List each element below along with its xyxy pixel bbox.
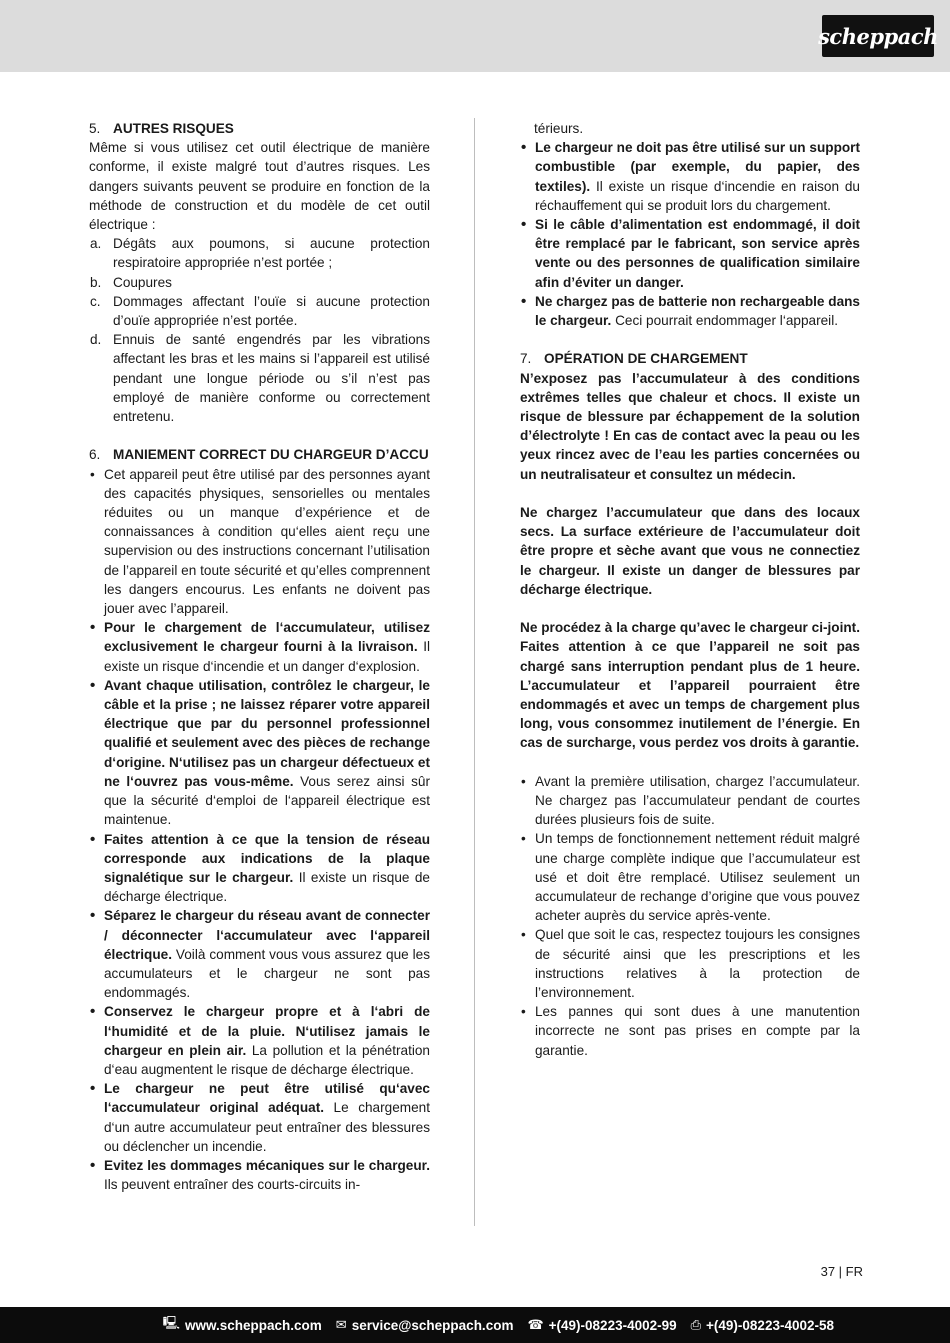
- section-5-intro: Même si vous utilisez cet outil électrique de manière conforme, il existe malgré tout d’autres risques. Les dangers suivants peuvent se produire en fonction de la méthode de construction et du modèle de cet outil électrique :: [89, 140, 430, 233]
- list-item: • Avant la première utilisation, chargez l’accumulateur. Ne chargez pas l’accumulateur pendant de courtes durées plusieurs fois de suite.: [520, 772, 860, 830]
- section-7-heading: 7. OPÉRATION DE CHARGEMENT: [520, 351, 748, 367]
- list-item: • Le chargeur ne peut être utilisé qu‘avec l‘accumulateur original adéquat. Le chargement d‘un autre accumulateur peut entraîner des blessures ou déclencher un incendie.: [89, 1079, 430, 1156]
- email-icon: ✉: [335, 1317, 347, 1332]
- computer-icon: 🖳: [162, 1315, 180, 1330]
- list-item: • Ne chargez pas de batterie non rechargeable dans le chargeur. Ceci pourrait endommager l‘appareil.: [520, 292, 860, 330]
- section-7-list: [520, 772, 860, 1060]
- list-item: • Conservez le chargeur propre et à l‘abri de l‘humidité et de la pluie. N‘utilisez jamais le chargeur en plein air. La pollution et la pénétration d‘eau augmentent le risque de décharge électrique.: [89, 1002, 430, 1079]
- list-item: a. Dégâts aux poumons, si aucune protection respiratoire appropriée n’est portée ;: [90, 236, 430, 271]
- footer-fax[interactable]: ⎙ +(49)-08223-4002-58: [690, 1317, 834, 1333]
- section-7-paragraph: N’exposez pas l’accumulateur à des conditions extrêmes telles que chaleur et chocs. Il existe un risque de blessure par échappement de la solution d’électrolyte ! En cas de contact avec la peau ou les yeux rincez avec de l’eau les parties concernées ou un neutralisateur et consultez un médecin.: [520, 370, 860, 482]
- left-column: [89, 119, 430, 1194]
- brand-logo: scheppach: [822, 15, 934, 57]
- list-item: • Un temps de fonctionnement nettement réduit malgré une charge complète indique que l’accumulateur est usé et doit être remplacé. Utilisez seulement un accumulateur de rechange d’origine que vous pouvez acheter auprès du service après-vente.: [520, 829, 860, 925]
- list-item: • Les pannes qui sont dues à une manutention incorrecte ne sont pas prises en compte par la garantie.: [520, 1002, 860, 1060]
- footer-website[interactable]: 🖳 www.scheppach.com: [163, 1314, 322, 1336]
- list-item: • Le chargeur ne doit pas être utilisé sur un support combustible (par exemple, du papier, des textiles). Il existe un risque d‘incendie en raison du réchauffement qui se produit lors du chargement.: [520, 138, 860, 215]
- section-6-heading: 6. MANIEMENT CORRECT DU CHARGEUR D’ACCU: [89, 447, 429, 463]
- header-band: [0, 0, 950, 72]
- section-7-paragraph: Ne chargez l’accumulateur que dans des locaux secs. La surface extérieure de l’accumulateur doit être propre et sèche avant que vous ne connectiez le chargeur. Il existe un danger de blessures par décharge électrique.: [520, 505, 860, 597]
- list-item: • Avant chaque utilisation, contrôlez le chargeur, le câble et la prise ; ne laissez réparer votre appareil électrique que par du personnel professionnel qualifié et seulement avec des pièces de rechange d‘origine. N‘utilisez pas un chargeur défectueux et ne l‘ouvrez pas vous-même. Vous serez ainsi sûr que la sécurité d‘emploi de l‘appareil électrique est maintenue.: [89, 676, 430, 830]
- list-item: b. Coupures: [90, 274, 172, 290]
- fax-icon: ⎙: [690, 1317, 702, 1332]
- footer-phone[interactable]: ☎ +(49)-08223-4002-99: [527, 1317, 677, 1333]
- list-item: • Cet appareil peut être utilisé par des personnes ayant des capacités physiques, sensorielles ou mentales réduites ou un manque d’expérience et de connaissances à condition qu‘elles aient reçu une supervision ou des instructions concernant l’utilisation de l’appareil en toute sécurité et qu’elles comprennent les dangers encourus. Les enfants ne doivent pas jouer avec l’appareil.: [89, 465, 430, 619]
- section-7-paragraph: Ne procédez à la charge qu’avec le chargeur ci-joint. Faites attention à ce que l’appareil ne soit pas chargé sans interruption pendant plus de 1 heure. L’accumulateur et l’appareil pourraient être endommagés et avec un temps de chargement plus long, vous consommez inutilement de l’énergie. En cas de surcharge, vous perdez vos droits à garantie.: [520, 620, 860, 751]
- section-6-list-continued: [520, 138, 860, 330]
- footer-email[interactable]: ✉ service@scheppach.com: [335, 1317, 514, 1333]
- page-number: 37 | FR: [820, 1264, 863, 1279]
- phone-icon: ☎: [527, 1317, 544, 1332]
- list-item: d. Ennuis de santé engendrés par les vibrations affectant les bras et les mains si l’appareil est utilisé pendant une longue période ou s’il n’est pas employé de manière conforme ou correctement entretenu.: [90, 332, 430, 425]
- list-item: • Evitez les dommages mécaniques sur le chargeur. Ils peuvent entraîner des courts-circuits in-: [89, 1156, 430, 1194]
- list-item: c. Dommages affectant l’ouïe si aucune protection d’ouïe appropriée n’est portée.: [90, 293, 430, 329]
- list-item: • Pour le chargement de l‘accumulateur, utilisez exclusivement le chargeur fourni à la livraison. Il existe un risque d‘incendie et un danger d‘explosion.: [89, 618, 430, 676]
- list-item: • Faites attention à ce que la tension de réseau corresponde aux indications de la plaque signalétique sur le chargeur. Il existe un risque de décharge électrique.: [89, 830, 430, 907]
- column-divider: [474, 118, 475, 1226]
- section-5-heading: 5. AUTRES RISQUES: [89, 121, 234, 136]
- footer-band: [0, 1307, 950, 1343]
- list-item: • Si le câble d’alimentation est endommagé, il doit être remplacé par le fabricant, son service après vente ou des personnes de qualification similaire afin d’éviter un danger.: [520, 215, 860, 292]
- continued-text: térieurs.: [534, 121, 584, 136]
- right-column: [520, 119, 860, 1060]
- list-item: • Séparez le chargeur du réseau avant de connecter / déconnecter l‘accumulateur avec l‘appareil électrique. Voilà comment vous vous assurez que les accumulateurs et le chargeur ne sont pas endommagés.: [89, 906, 430, 1002]
- section-6-list: [89, 465, 430, 1195]
- list-item: • Quel que soit le cas, respectez toujours les consignes de sécurité ainsi que les prescriptions et les instructions relatives à la protection de l’environnement.: [520, 925, 860, 1002]
- section-5-list: [89, 234, 430, 426]
